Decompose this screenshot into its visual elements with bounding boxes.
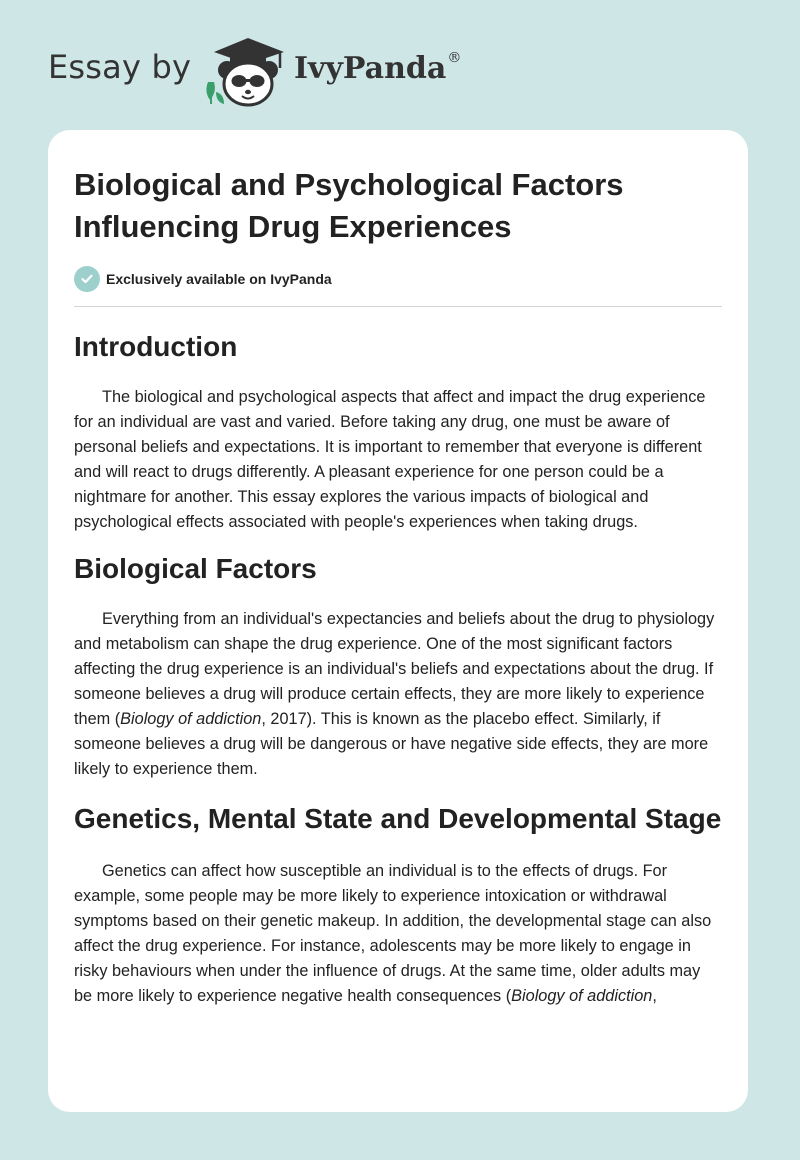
exclusive-badge-text: Exclusively available on IvyPanda <box>106 271 332 287</box>
essay-title: Biological and Psychological Factors Influencing Drug Experiences <box>74 167 624 244</box>
section-introduction <box>74 329 722 535</box>
citation: Biology of addiction <box>120 710 262 728</box>
site-header <box>0 0 800 130</box>
section-heading: Genetics, Mental State and Developmental Stage <box>74 803 722 834</box>
section-genetics <box>74 798 722 1009</box>
section-heading: Introduction <box>74 331 238 362</box>
brand-name[interactable]: IvyPanda® <box>294 50 462 86</box>
essay-card <box>48 130 748 1112</box>
check-circle-icon <box>74 266 100 292</box>
title-divider <box>74 306 722 307</box>
section-heading: Biological Factors <box>74 553 317 584</box>
section-paragraph: The biological and psychological aspects that affect and impact the drug experience for an individual are vast and varied. Before taking any drug, one must be aware of personal beliefs and expectations. It is important to remember that everyone is different and will react to drugs differently. A pleasant experience for one person could be a nightmare for another. This essay explores the various impacts of biological and psychological effects associated with people's experiences when taking drugs. <box>74 388 706 531</box>
citation: Biology of addiction <box>511 987 653 1005</box>
section-biological-factors <box>74 551 722 782</box>
essay-content <box>74 164 722 1009</box>
brand-prefix: Essay by <box>48 48 192 86</box>
panda-graduate-logo-icon[interactable] <box>200 34 292 110</box>
exclusive-badge <box>74 265 722 293</box>
section-paragraph: Genetics can affect how susceptible an individual is to the effects of drugs. For example, some people may be more likely to experience intoxication or withdrawal symptoms based on their genetic makeup. In addition, the developmental stage can also affect the drug experience. For instance, adolescents may be more likely to engage in risky behaviours when under the influence of drugs. At the same time, older adults may be more likely to experience negative health consequences (Biology of addiction, <box>74 862 712 1005</box>
section-paragraph: Everything from an individual's expectancies and beliefs about the drug to physiology and metabolism can shape the drug experience. One of the most significant factors affecting the drug experience is an individual's beliefs and expectations about the drug. If someone believes a drug will produce certain effects, they are more likely to experience them (Biology of addiction, 2017). This is known as the placebo effect. Similarly, if someone believes a drug will be dangerous or have negative side effects, they are more likely to experience them. <box>74 610 715 778</box>
registered-mark: ® <box>447 50 462 66</box>
